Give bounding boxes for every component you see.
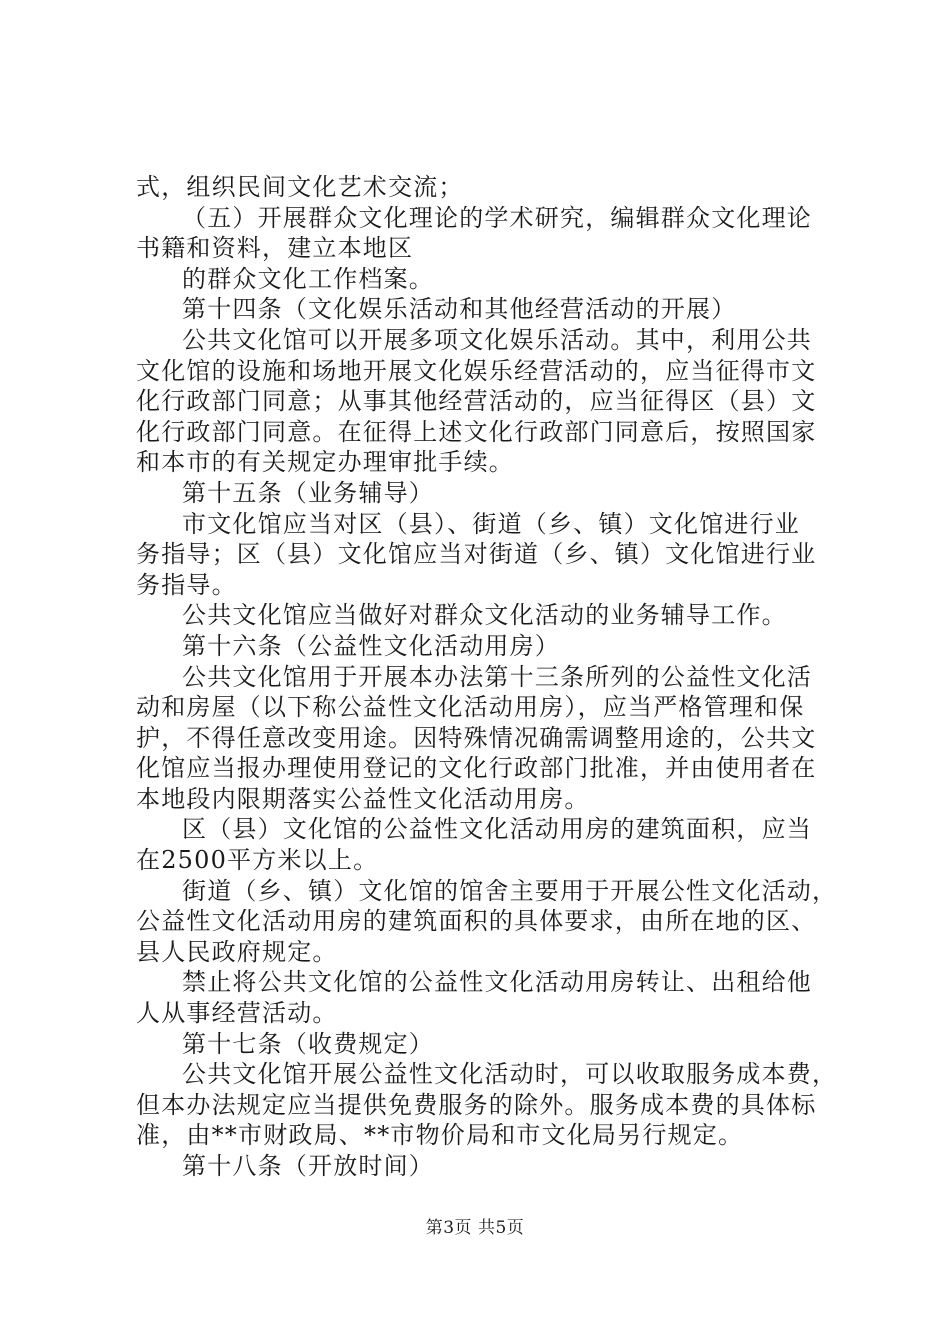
text-line: （五）开展群众文化理论的学术研究，编辑群众文化理论 <box>182 203 812 232</box>
page-number-footer: 第3页 共5页 <box>425 1218 525 1238</box>
text-line: 准，由**市财政局、**市物价局和市文化局另行规定。 <box>136 1121 744 1150</box>
text-line: 区（县）文化馆的公益性文化活动用房的建筑面积，应当 <box>182 815 812 844</box>
text-line: 的群众文化工作档案。 <box>182 264 434 293</box>
text-line: 街道（乡、镇）文化馆的馆舍主要用于开展公性文化活动， <box>182 876 838 905</box>
text-line: 公共文化馆开展公益性文化活动时，可以收取服务成本费， <box>182 1060 838 1089</box>
text-line: 但本办法规定应当提供免费服务的除外。服务成本费的具体标 <box>136 1090 817 1119</box>
text-line: 县人民政府规定。 <box>136 937 338 966</box>
text-line: 文化馆的设施和场地开展文化娱乐经营活动的，应当征得市文 <box>136 356 817 385</box>
text-line: 人从事经营活动。 <box>136 999 338 1028</box>
text-line: 务指导；区（县）文化馆应当对街道（乡、镇）文化馆进行业 <box>136 540 817 569</box>
text-line: 公共文化馆可以开展多项文化娱乐活动。其中，利用公共 <box>182 325 812 354</box>
document-body <box>136 172 836 1182</box>
text-line: 禁止将公共文化馆的公益性文化活动用房转让、出租给他 <box>182 968 812 997</box>
text-line: 公共文化馆用于开展本办法第十三条所列的公益性文化活 <box>182 662 812 691</box>
text-line: 第十六条（公益性文化活动用房） <box>182 631 560 660</box>
text-line: 务指导。 <box>136 570 237 599</box>
text-line: 式，组织民间文化艺术交流； <box>136 173 464 201</box>
text-line: 在2500平方米以上。 <box>136 846 379 875</box>
text-line: 和本市的有关规定办理审批手续。 <box>136 448 514 477</box>
text-line: 第十八条（开放时间） <box>182 1152 434 1180</box>
text-line: 市文化馆应当对区（县）、街道（乡、镇）文化馆进行业 <box>182 509 800 538</box>
text-line: 第十五条（业务辅导） <box>182 478 434 507</box>
text-line: 护，不得任意改变用途。因特殊情况确需调整用途的，公共文 <box>136 723 817 752</box>
text-line: 公共文化馆应当做好对群众文化活动的业务辅导工作。 <box>182 601 787 630</box>
text-line: 公益性文化活动用房的建筑面积的具体要求，由所在地的区、 <box>136 907 817 936</box>
text-line: 第十四条（文化娱乐活动和其他经营活动的开展） <box>182 295 737 324</box>
text-line: 动和房屋（以下称公益性文化活动用房），应当严格管理和保 <box>136 693 805 722</box>
text-line: 化行政部门同意；从事其他经营活动的，应当征得区（县）文 <box>136 387 817 416</box>
text-line: 第十七条（收费规定） <box>182 1029 434 1058</box>
text-line: 化馆应当报办理使用登记的文化行政部门批准，并由使用者在 <box>136 754 817 783</box>
text-line: 化行政部门同意。在征得上述文化行政部门同意后，按照国家 <box>136 417 817 446</box>
text-line: 书籍和资料，建立本地区 <box>136 234 414 263</box>
text-line: 本地段内限期落实公益性文化活动用房。 <box>136 784 590 813</box>
